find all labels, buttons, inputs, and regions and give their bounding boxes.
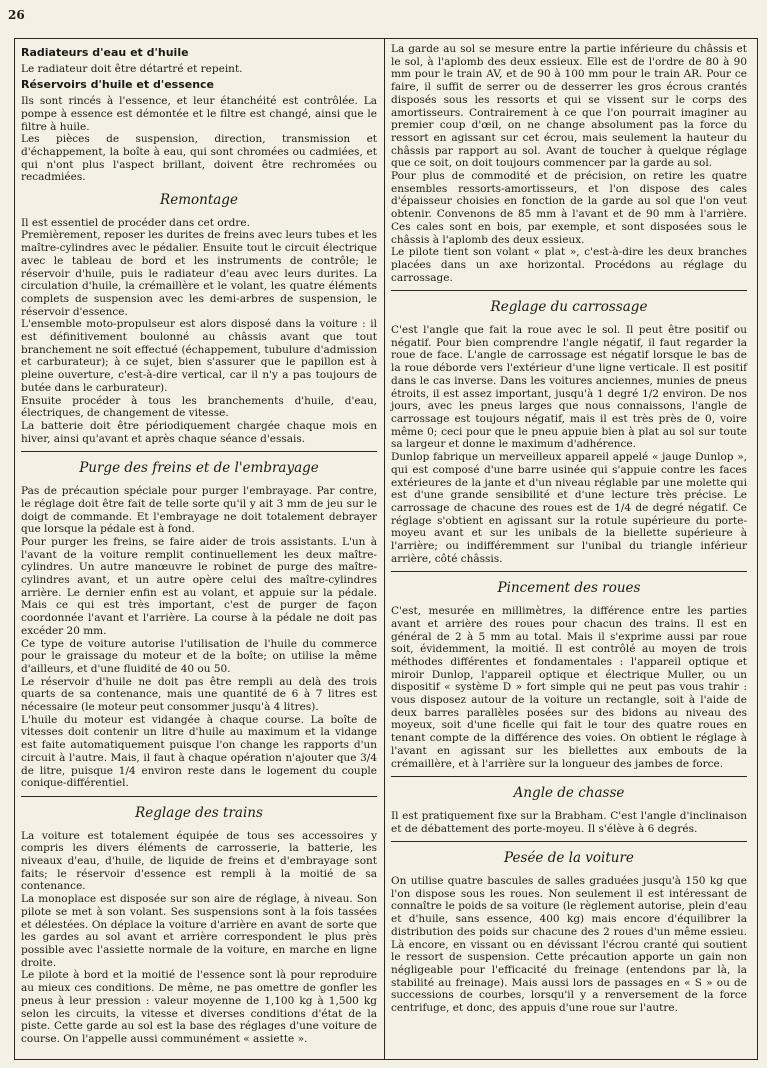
paragraph: C'est l'angle que fait la roue avec le sol. Il peut être positif ou négatif. Pour bien comprendre l'angle négatif, il faut regarder la roue de face. L'angle de carrossage est négatif lorsque le bas de la roue déborde vers l'extérieur d'une ligne verticale. Il est positif dans le cas inverse. Dans les voitures anciennes, munies de pneus étroits, il est assez important, jusqu'à 1 degré 1/2 environ. De nos jours, avec les pneus larges que nous connaissons, l'angle de carrossage est toujours négatif, mais il est très près de 0, voire même 0; ceci pour que le pneu appuie bien à plat au sol sur toute sa largeur et donne le maximum d'adhérence. [391, 324, 747, 451]
paragraph: L'ensemble moto-propulseur est alors disposé dans la voiture : il est définitivement boulonné au châssis avant que tout branchement ne soit effectué (échappement, tubulure d'admission et carburateur); à ce sujet, bien s'assurer que le papillon est à pleine ouverture, c'est-à-dire vertical, car il n'y a pas toujours de butée dans le carburateur). [21, 318, 377, 394]
paragraph: Le réservoir d'huile ne doit pas être rempli au delà des trois quarts de sa contenance, mais une quantité de 6 à 7 litres est nécessaire (le moteur peut consommer jusqu'à 4 litres). [21, 675, 377, 714]
section-title: Angle de chasse [513, 785, 625, 802]
paragraph: Premièrement, reposer les durites de freins avec leurs tubes et les maître-cylindres avec le pédalier. Ensuite tout le circuit électrique avec le tableau de bord et les instruments de contrôle; le réservoir d'huile, puis le radiateur d'eau avec leurs durites. La circulation d'huile, la crémaillère et le volant, les quatre éléments complets de suspension avec les demi-arbres de suspension, le réservoir d'essence. [21, 229, 377, 318]
section-rule [391, 841, 747, 842]
section-rule [391, 776, 747, 777]
section-rule [391, 571, 747, 572]
section-rule [391, 290, 747, 291]
section-rule [21, 451, 377, 452]
section-title: Pesée de la voiture [504, 850, 634, 867]
page-number: 26 [8, 8, 25, 22]
paragraph: L'huile du moteur est vidangée à chaque course. La boîte de vitesses doit contenir un litre d'huile au maximum et la vidange est faite automatiquement puisque l'on change les rapports d'un circuit à l'autre. Mais, il faut à chaque opération n'ajouter que 3/4 de litre, puisque 1/4 environ reste dans le logement du couple conique-différentiel. [21, 713, 377, 790]
paragraph: Le pilote à bord et la moitié de l'essence sont là pour reproduire au mieux ces conditions. De même, ne pas omettre de gonfler les pneus à leur pression : valeur moyenne de 1,100 kg à 1,500 kg selon les circuits, la vitesse et diverses conditions d'état de la piste. Cette garde au sol est la base des réglages d'une voiture de course. On l'appelle aussi communément « assiette ». [21, 969, 377, 1045]
section-title: Pincement des roues [497, 580, 641, 597]
section-heading: Radiateurs d'eau et d'huile [21, 46, 189, 59]
left-column [21, 43, 377, 1055]
paragraph: La voiture est totalement équipée de tous ses accessoires y compris les divers éléments de carrosserie, la batterie, les niveaux d'eau, d'huile, de liquide de freins et d'embrayage sont faits; le réservoir d'essence est rempli à la moitié de sa contenance. [21, 829, 377, 893]
section-title: Purge des freins et de l'embrayage [79, 460, 319, 477]
paragraph: Le radiateur doit être détartré et repeint. [21, 62, 243, 75]
paragraph: Ils sont rincés à l'essence, et leur étanchéité est contrôlée. La pompe à essence est démontée et le filtre est changé, ainsi que le filtre à huile. [21, 95, 377, 133]
paragraph: Il est pratiquement fixe sur la Brabham. C'est l'angle d'inclinaison et de débattement des porte-moyeu. Il s'élève à 6 degrés. [391, 809, 747, 835]
paragraph: Il est essentiel de procéder dans cet ordre. [21, 216, 250, 229]
paragraph: La batterie doit être périodiquement chargée chaque mois en hiver, ainsi qu'avant et après chaque séance d'essais. [21, 419, 377, 445]
paragraph: La garde au sol se mesure entre la partie inférieure du châssis et le sol, à l'aplomb des deux essieux. Elle est de l'ordre de 80 à 90 mm pour le train AV, et de 90 à 100 mm pour le train AR. Pour ce faire, il suffit de serrer ou de desserrer les gros écrous crantés disposés sous les ressorts et qui se vissent sur le corps des amortisseurs. Contrairement à ce que l'on pourrait imaginer au premier coup d'œil, on ne change absolument pas la force du ressort en agissant sur cet écrou, mais seulement la hauteur du châssis par rapport au sol. Avant de toucher à quelque réglage que ce soit, on doit toujours commencer par la garde au sol. [391, 43, 747, 170]
right-column [391, 43, 747, 1055]
article-frame [14, 38, 758, 1060]
section-rule [21, 796, 377, 797]
paragraph: Dunlop fabrique un merveilleux appareil appelé « jauge Dunlop », qui est composé d'une barre usinée qui s'appuie contre les faces extérieures de la jante et d'un niveau réglable par une molette qui est d'une grande sensibilité et d'une lecture très précise. Le carrossage de chacune des roues est de 1/4 de degré négatif. Ce réglage s'obtient en agissant sur la rotule supérieure du porte-moyeu avant et sur les unibals de la biellette supérieure à l'arrière; ou indifféremment sur l'unibal du triangle inférieur arrière, côté châssis. [391, 451, 747, 565]
section-title: Reglage du carrossage [490, 299, 648, 316]
paragraph: C'est, mesurée en millimètres, la différence entre les parties avant et arrière des roues pour chacun des trains. Il est en général de 2 à 5 mm au total. Mais il s'exprime aussi par roue soit, évidemment, la moitié. Il est contrôlé au moyen de trois méthodes différentes et fondamentales : l'appareil optique et miroir Dunlop, l'appareil optique et électrique Muller, ou un dispositif « système D » fort simple qui ne peut pas vous trahir : vous disposez autour de la voiture un rectangle, soit à l'aide de deux barres parallèles posées sur des bidons au niveau des moyeux, soit d'une ficelle qui fait le tour des quatre roues en tenant compte de la différence des voies. On obtient le réglage à l'avant en agissant sur les biellettes aux embouts de la crémaillère, et à l'arrière sur la longueur des jambes de force. [391, 605, 747, 770]
paragraph: Pour plus de commodité et de précision, on retire les quatre ensembles ressorts-amortisseurs, et l'on dispose des cales d'épaisseur choisies en fonction de la garde au sol que l'on veut obtenir. Convenons de 85 mm à l'avant et de 90 mm à l'arrière. Ces cales sont en bois, par exemple, et sont disposées sous le châssis à l'aplomb des deux essieux. [391, 170, 747, 246]
paragraph: On utilise quatre bascules de salles graduées jusqu'à 150 kg que l'on dispose sous les roues. Non seulement il est intéressant de connaître le poids de sa voiture (le règlement autorise, plein d'eau et d'huile, sans essence, 400 kg) mais encore d'équilibrer la distribution des poids sur chacune des 2 roues d'un même essieu. Là encore, en vissant ou en dévissant l'écrou cranté qui soutient le ressort de suspension. Cette précaution apporte un gain non négligeable pour l'efficacité du freinage (entendons par là, la stabilité au freinage). Mais aussi lors de passages en « S » ou de successions de courbes, lorsqu'il y a renversement de la force centrifuge, et donc, des appuis d'une roue sur l'autre. [391, 875, 747, 1015]
paragraph: La monoplace est disposée sur son aire de réglage, à niveau. Son pilote se met à son volant. Ses suspensions sont à la fois tassées et délestées. On déplace la voiture d'arrière en avant de sorte que les gardes au sol avant et arrière correspondent le plus près possible avec l'assiette normale de la voiture, en marche en ligne droite. [21, 893, 377, 969]
paragraph: Pas de précaution spéciale pour purger l'embrayage. Par contre, le réglage doit être fait de telle sorte qu'il y ait 3 mm de jeu sur le doigt de commande. Et l'embrayage ne doit totalement debrayer que lorsque la pédale est à fond. [21, 485, 377, 536]
column-divider [384, 39, 385, 1059]
section-title: Remontage [160, 192, 238, 209]
paragraph: Le pilote tient son volant « plat », c'est-à-dire les deux branches placées dans un axe horizontal. Procédons au réglage du carrossage. [391, 246, 747, 284]
paragraph: Pour purger les freins, se faire aider de trois assistants. L'un à l'avant de la voiture remplit continuellement les deux maître-cylindres. Un autre manœuvre le robinet de purge des maître-cylindres avant, et un autre opère celui des maître-cylindres arrière. Le dernier enfin est au volant, et appuie sur la pédale. Mais ce qui est très important, c'est de purger de façon coordonnée l'avant et l'arrière. La course à la pédale ne doit pas excéder 20 mm. [21, 535, 377, 637]
paragraph: Les pièces de suspension, direction, transmission et d'échappement, la boîte à eau, qui sont chromées ou cadmiées, et qui n'ont plus l'aspect brillant, doivent être rechromées ou recadmiées. [21, 133, 377, 184]
paragraph: Ensuite procéder à tous les branchements d'huile, d'eau, électriques, de changement de vitesse. [21, 394, 377, 420]
section-title: Reglage des trains [135, 804, 263, 821]
paragraph: Ce type de voiture autorise l'utilisation de l'huile du commerce pour le graissage du moteur et de la boîte; on utilise la même d'ailleurs, et d'une fluidité de 40 ou 50. [21, 637, 377, 675]
section-heading: Réservoirs d'huile et d'essence [21, 78, 215, 92]
